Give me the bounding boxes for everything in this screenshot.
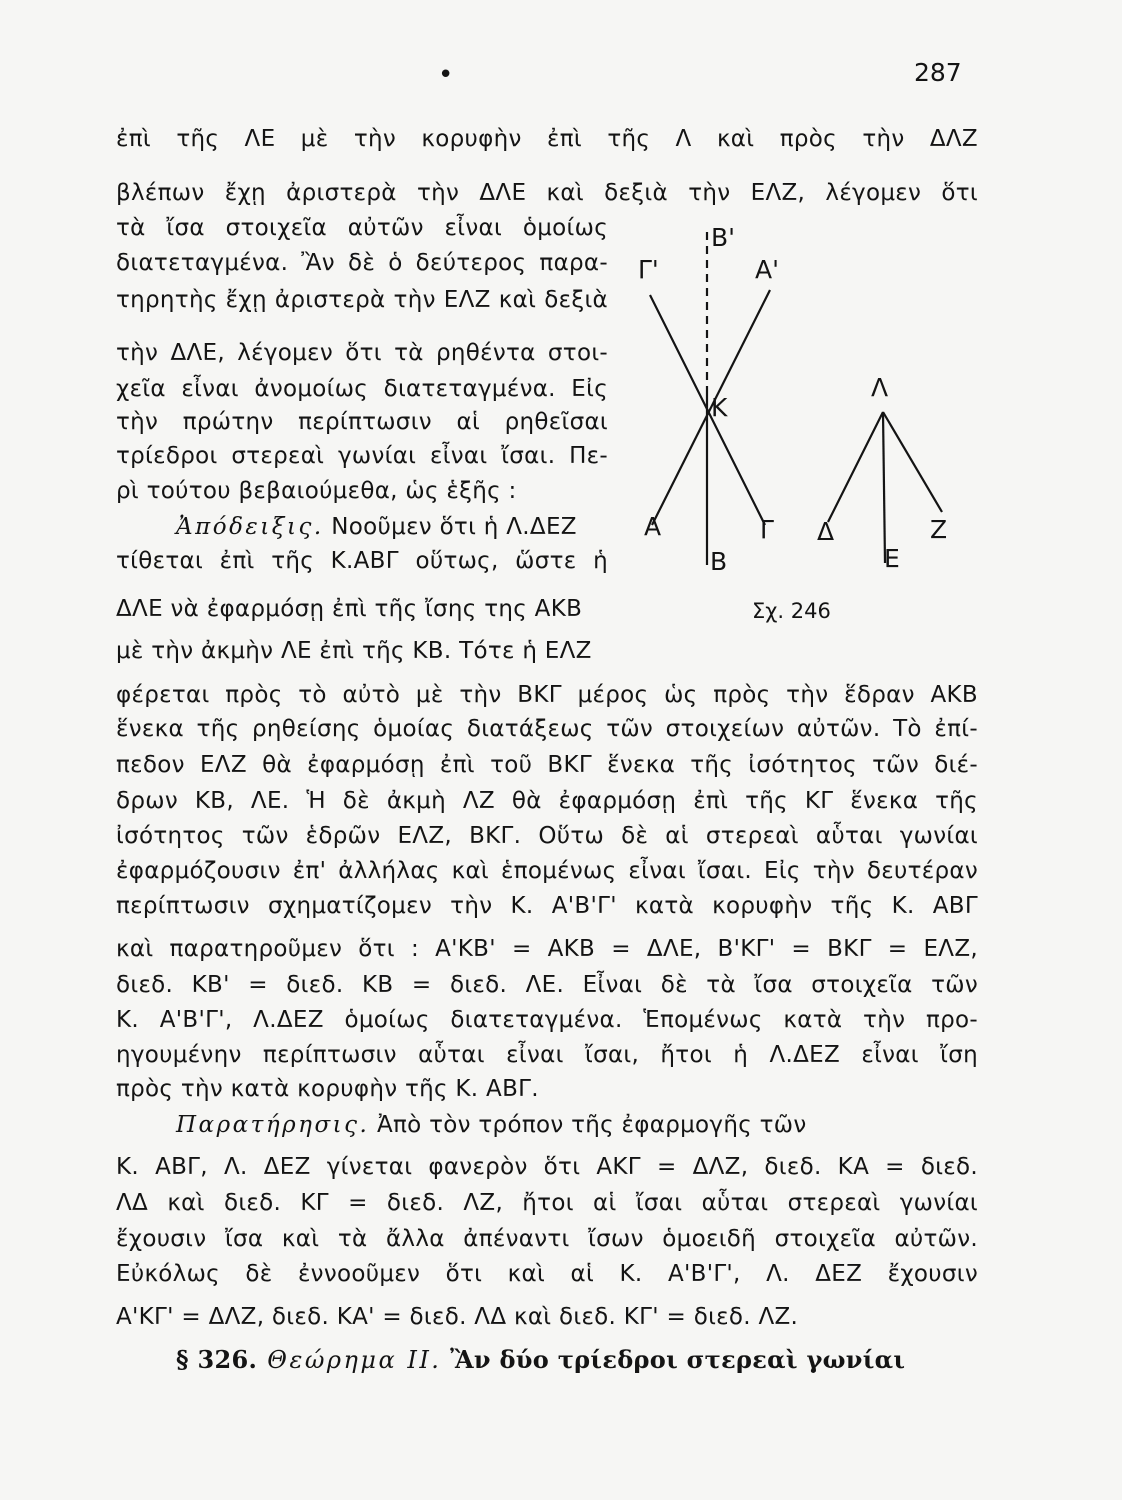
text-line: ΔΛΕ νὰ ἐφαρμόσῃ ἐπὶ τῆς ἴσης της ΑΚΒ [116, 596, 583, 622]
text-line: ἐφαρμόζουσιν ἐπ' ἀλλήλας καὶ ἑπομένως εἶναι ἴσαι. Εἰς τὴν δευτέραν [116, 858, 978, 884]
text-line: ΛΔ καὶ διεδ. ΚΓ = διεδ. ΛΖ, ἤτοι αἱ ἴσαι αὗται στερεαὶ γωνίαι [116, 1190, 978, 1216]
paratirisis-heading: Παρατήρησις. [176, 1112, 370, 1138]
section-number: § 326. [176, 1345, 258, 1374]
text-line: καὶ παρατηροῦμεν ὅτι : Α'ΚΒ' = ΑΚΒ = ΔΛΕ, Β'ΚΓ' = ΒΚΓ = ΕΛΖ, [116, 936, 978, 962]
text-line: ἕνεκα τῆς ρηθείσης ὁμοίας διατάξεως τῶν στοιχείων αὐτῶν. Τὸ ἐπί- [116, 716, 978, 742]
label-k: Κ [711, 393, 728, 422]
text-line: πρὸς τὴν κατὰ κορυφὴν τῆς Κ. ΑΒΓ. [116, 1076, 539, 1102]
text-line: πεδον ΕΛΖ θὰ ἐφαρμόσῃ ἐπὶ τοῦ ΒΚΓ ἕνεκα τῆς ἰσότητος τῶν διέ- [116, 752, 978, 778]
text-line-part: Νοοῦμεν ὅτι ἡ Λ.ΔΕΖ [323, 514, 577, 540]
text-line: διατεταγμένα. Ἂν δὲ ὁ δεύτερος παρα- [116, 250, 608, 276]
edge-lambda-zeta [883, 412, 942, 512]
label-alpha: Α [644, 512, 662, 541]
text-line-part: Ἀπὸ τὸν τρόπον τῆς ἐφαρμογῆς τῶν [369, 1112, 807, 1138]
edge-lambda-epsilon [883, 412, 885, 563]
text-line: δρων ΚΒ, ΛΕ. Ἡ δὲ ἀκμὴ ΛΖ θὰ ἐφαρμόσῃ ἐπὶ τῆς ΚΓ ἕνεκα τῆς [116, 788, 978, 814]
theorem-text: Ἂν δύο τρίεδροι στερεαὶ γωνίαι [441, 1345, 906, 1374]
text-line: τρίεδροι στερεαὶ γωνίαι εἶναι ἴσαι. Πε- [116, 443, 608, 469]
text-line: χεῖα εἶναι ἀνομοίως διατεταγμένα. Εἰς [116, 376, 608, 402]
figure-caption: Σχ. 246 [752, 599, 831, 623]
text-line: τὴν ΔΛΕ, λέγομεν ὅτι τὰ ρηθέντα στοι- [116, 340, 608, 366]
text-line: περίπτωσιν σχηματίζομεν τὴν Κ. Α'Β'Γ' κατὰ κορυφὴν τῆς Κ. ΑΒΓ [116, 893, 978, 919]
text-line: Α'ΚΓ' = ΔΛΖ, διεδ. ΚΑ' = διεδ. ΛΔ καὶ διεδ. ΚΓ' = διεδ. ΛΖ. [116, 1304, 799, 1330]
text-line: Κ. Α'Β'Γ', Λ.ΔΕΖ ὁμοίως διατεταγμένα. Ἑπομένως κατὰ τὴν προ- [116, 1007, 978, 1033]
text-line: ἰσότητος τῶν ἑδρῶν ΕΛΖ, ΒΚΓ. Οὕτω δὲ αἱ στερεαὶ αὗται γωνίαι [116, 823, 978, 849]
page-number: 287 [914, 58, 962, 87]
text-line: Εὐκόλως δὲ ἐννοοῦμεν ὅτι καὶ αἱ Κ. Α'Β'Γ', Λ. ΔΕΖ ἔχουσιν [116, 1261, 978, 1287]
text-line: ηγουμένην περίπτωσιν αὗται εἶναι ἴσαι, ἤτοι ἡ Λ.ΔΕΖ εἶναι ἴση [116, 1042, 978, 1068]
label-lambda: Λ [871, 373, 889, 402]
text-line: ἐπὶ τῆς ΛΕ μὲ τὴν κορυφὴν ἐπὶ τῆς Λ καὶ πρὸς τὴν ΔΛΖ [116, 126, 978, 152]
edge-lambda-delta [828, 412, 883, 522]
text-line: μὲ τὴν ἀκμὴν ΛΕ ἐπὶ τῆς ΚΒ. Τότε ἡ ΕΛΖ [116, 638, 592, 664]
label-gamma: Γ [760, 515, 774, 544]
text-line: τίθεται ἐπὶ τῆς Κ.ΑΒΓ οὕτως, ὥστε ἡ [116, 548, 608, 574]
text-line: ἔχουσιν ἴσα καὶ τὰ ἄλλα ἀπέναντι ἴσων ὁμοειδῆ στοιχεῖα αὐτῶν. [116, 1226, 978, 1252]
text-line: τὴν πρώτην περίπτωσιν αἱ ρηθεῖσαι [116, 409, 608, 435]
label-b: Β [710, 547, 728, 576]
text-line: διεδ. ΚΒ' = διεδ. ΚΒ = διεδ. ΛΕ. Εἶναι δὲ τὰ ἴσα στοιχεῖα τῶν [116, 972, 978, 998]
label-gamma-prime: Γ' [638, 255, 659, 284]
text-line: ρὶ τούτου βεβαιούμεθα, ὡς ἑξῆς : [116, 478, 517, 504]
apodeixis-heading: Ἀπόδειξις. [176, 514, 324, 540]
label-epsilon: Ε [884, 544, 900, 573]
text-line: φέρεται πρὸς τὸ αὐτὸ μὲ τὴν ΒΚΓ μέρος ὡς πρὸς τὴν ἕδραν ΑΚΒ [116, 682, 978, 708]
label-b-prime: Β' [711, 223, 736, 252]
theorem-label: Θεώρημα ΙΙ. [257, 1346, 442, 1374]
label-alpha-prime: Α' [755, 255, 779, 284]
text-line: τὰ ἴσα στοιχεῖα αὐτῶν εἶναι ὁμοίως [116, 215, 608, 241]
text-line: τηρητὴς ἔχῃ ἀριστερὰ τὴν ΕΛΖ καὶ δεξιὰ [116, 287, 608, 313]
text-line: βλέπων ἔχῃ ἀριστερὰ τὴν ΔΛΕ καὶ δεξιὰ τὴν ΕΛΖ, λέγομεν ὅτι [116, 180, 978, 206]
label-delta: Δ [817, 517, 835, 546]
label-zeta: Ζ [930, 515, 948, 544]
text-line: Κ. ΑΒΓ, Λ. ΔΕΖ γίνεται φανερὸν ὅτι ΑΚΓ = ΔΛΖ, διεδ. ΚΑ = διεδ. [116, 1154, 978, 1180]
decorative-dot: • [438, 60, 454, 90]
